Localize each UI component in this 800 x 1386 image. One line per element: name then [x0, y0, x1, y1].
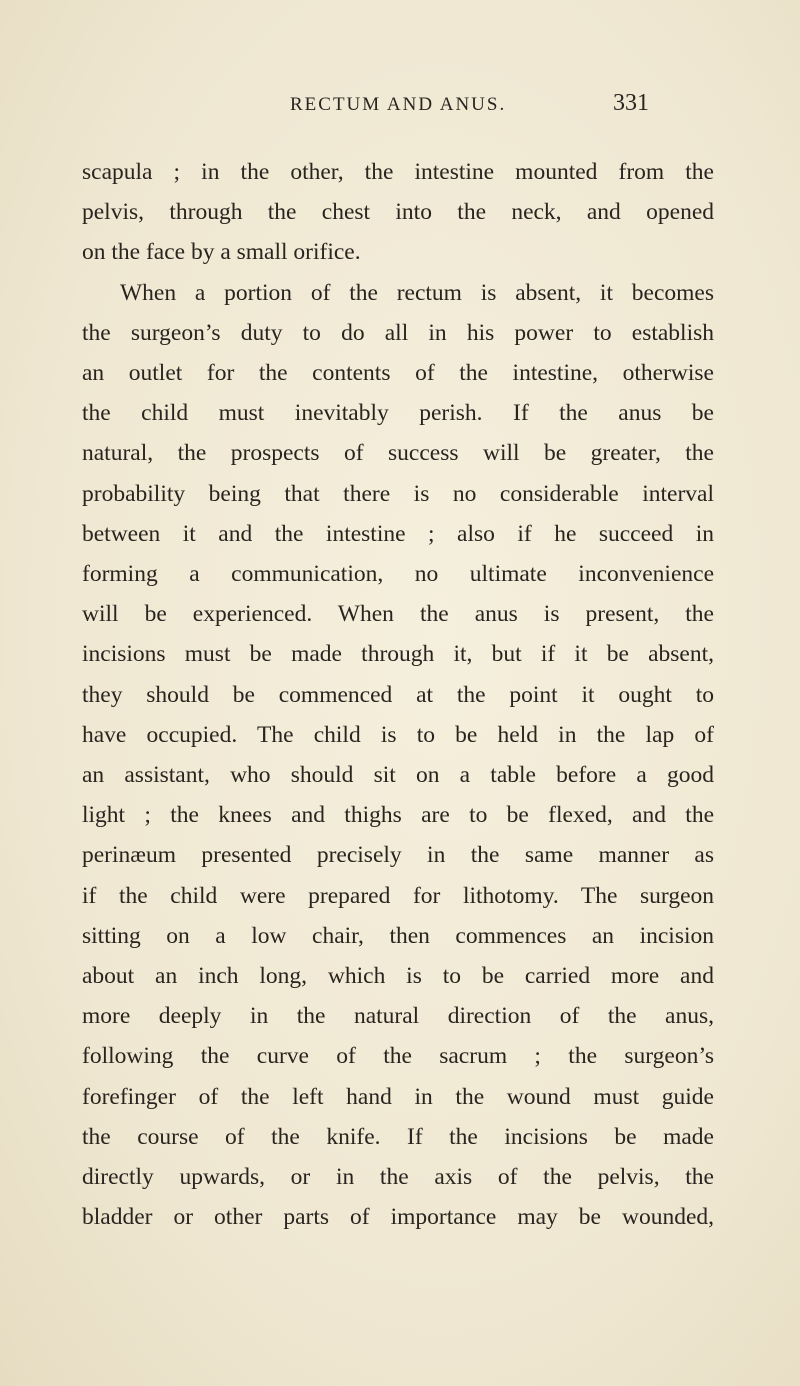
text-line: an assistant, who should sit on a table before a good: [82, 762, 714, 789]
text-line: forefinger of the left hand in the wound must guide: [82, 1083, 714, 1110]
text-line: about an inch long, which is to be carried more and: [82, 963, 714, 990]
text-line: forming a communication, no ultimate inconvenience: [82, 561, 714, 588]
text-line: perinæum presented precisely in the same manner as: [82, 842, 714, 869]
text-line: probability being that there is no considerable interval: [82, 480, 714, 507]
text-line: they should be commenced at the point it ought to: [82, 681, 714, 708]
text-line: more deeply in the natural direction of the anus,: [82, 1003, 714, 1030]
text-line: pelvis, through the chest into the neck, and opened: [82, 199, 714, 226]
text-line: directly upwards, or in the axis of the pelvis, the: [82, 1164, 714, 1191]
body-text: [82, 152, 714, 1237]
text-line: the child must inevitably perish. If the anus be: [82, 400, 714, 427]
text-line: the course of the knife. If the incisions be made: [82, 1123, 714, 1150]
text-line: an outlet for the contents of the intestine, otherwise: [82, 360, 714, 387]
text-line: light ; the knees and thighs are to be flexed, and the: [82, 802, 714, 829]
text-line: sitting on a low chair, then commences an incision: [82, 922, 714, 949]
page-header: [0, 90, 800, 130]
page-number: 331: [613, 90, 649, 116]
text-line: natural, the prospects of success will be greater, the: [82, 440, 714, 467]
text-line: incisions must be made through it, but if it be absent,: [82, 641, 714, 668]
text-line: on the face by a small orifice.: [82, 239, 361, 266]
running-head: RECTUM AND ANUS.: [290, 94, 507, 115]
text-line: between it and the intestine ; also if he succeed in: [82, 520, 714, 547]
text-line: When a portion of the rectum is absent, it becomes: [120, 279, 714, 306]
text-line: following the curve of the sacrum ; the surgeon’s: [82, 1043, 714, 1070]
text-line: scapula ; in the other, the intestine mounted from the: [82, 159, 714, 185]
text-line: have occupied. The child is to be held in the lap of: [82, 721, 714, 748]
text-line: bladder or other parts of importance may be wounded,: [82, 1204, 714, 1231]
text-line: if the child were prepared for lithotomy. The surgeon: [82, 882, 714, 909]
text-line: the surgeon’s duty to do all in his power to establish: [82, 319, 714, 346]
text-line: will be experienced. When the anus is present, the: [82, 601, 714, 628]
